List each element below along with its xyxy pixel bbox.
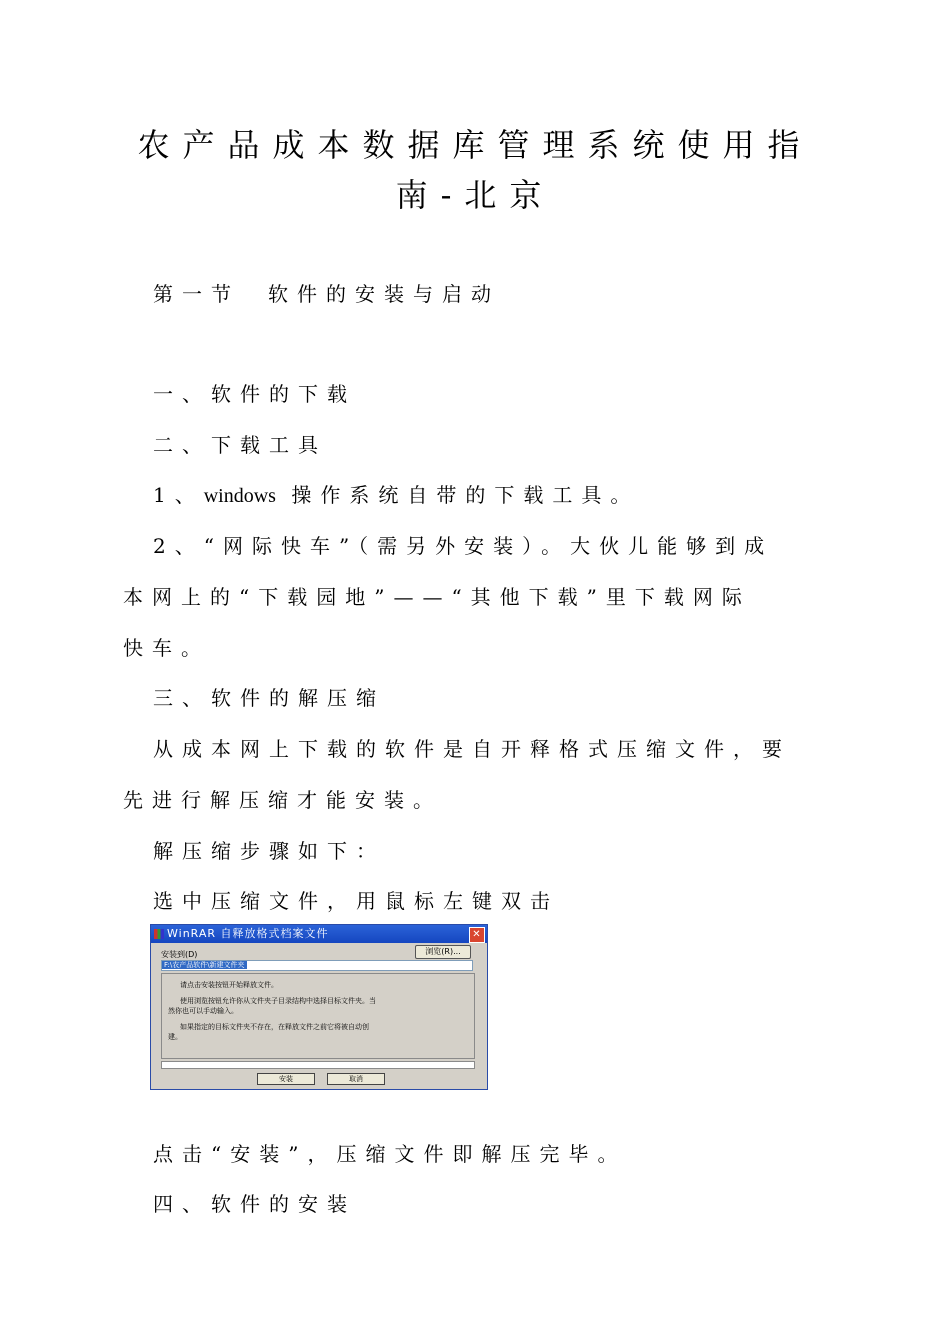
paragraph-flashget-line1: 2、“网际快车”（需另外安装）。大伙儿能够到成 [153,534,774,558]
close-icon[interactable]: ✕ [469,927,485,943]
heading-download-tools: 二、下载工具 [153,433,327,457]
paragraph-double-click: 选中压缩文件，用鼠标左键双击 [153,889,559,913]
install-path-input[interactable] [161,960,473,971]
heading-decompress: 三、软件的解压缩 [153,686,385,710]
install-button[interactable]: 安装 [257,1073,315,1085]
message-line: 使用浏览按钮允许你从文件夹子目录结构中选择目标文件夹。当 [180,997,376,1005]
paragraph-click-install: 点击“安装”，压缩文件即解压完毕。 [153,1142,627,1166]
message-line: 建。 [168,1033,182,1041]
section-heading [153,280,500,308]
paragraph-flashget-line3: 快车。 [123,636,210,660]
heading-install: 四、软件的安装 [153,1192,356,1216]
paragraph-decompress-line1: 从成本网上下载的软件是自开释格式压缩文件，要 [153,737,791,761]
winrar-dialog [150,924,488,1090]
install-to-label: 安装到(D) [161,950,198,959]
message-line: 如果指定的目标文件夹不存在，在释放文件之前它将被自动创 [180,1023,369,1031]
winrar-logo-icon [154,929,164,939]
message-line: 然你也可以手动输入。 [168,1007,238,1015]
section-heading-text: 软件的安装与启动 [268,282,500,306]
list-number: 1、 [153,483,204,507]
document-title-line1: 农产品成本数据库管理系统使用指 [137,126,813,164]
paragraph-steps: 解压缩步骤如下： [153,839,385,863]
section-number: 第一节 [153,282,240,306]
progress-bar [161,1061,475,1069]
heading-download: 一、软件的下载 [153,382,356,406]
message-line: 请点击安装按钮开始释放文件。 [180,981,278,989]
install-path-value: F:\农产品软件\新建文件夹 [164,961,245,969]
paragraph-windows-tool [153,481,639,510]
paragraph-text: 操作系统自带的下载工具。 [291,483,640,507]
cancel-button[interactable]: 取消 [327,1073,385,1085]
dialog-message-box [161,973,475,1059]
document-title-line2: 南-北京 [395,176,555,214]
windows-text: windows [203,485,276,507]
paragraph-flashget-line2: 本网上的“下载园地”——“其他下载”里下载网际 [123,585,751,609]
paragraph-decompress-line2: 先进行解压缩才能安装。 [123,788,442,812]
dialog-title: WinRAR 自释放格式档案文件 [167,927,329,940]
browse-button[interactable]: 浏览(R)... [415,945,471,959]
dialog-titlebar [151,925,487,943]
